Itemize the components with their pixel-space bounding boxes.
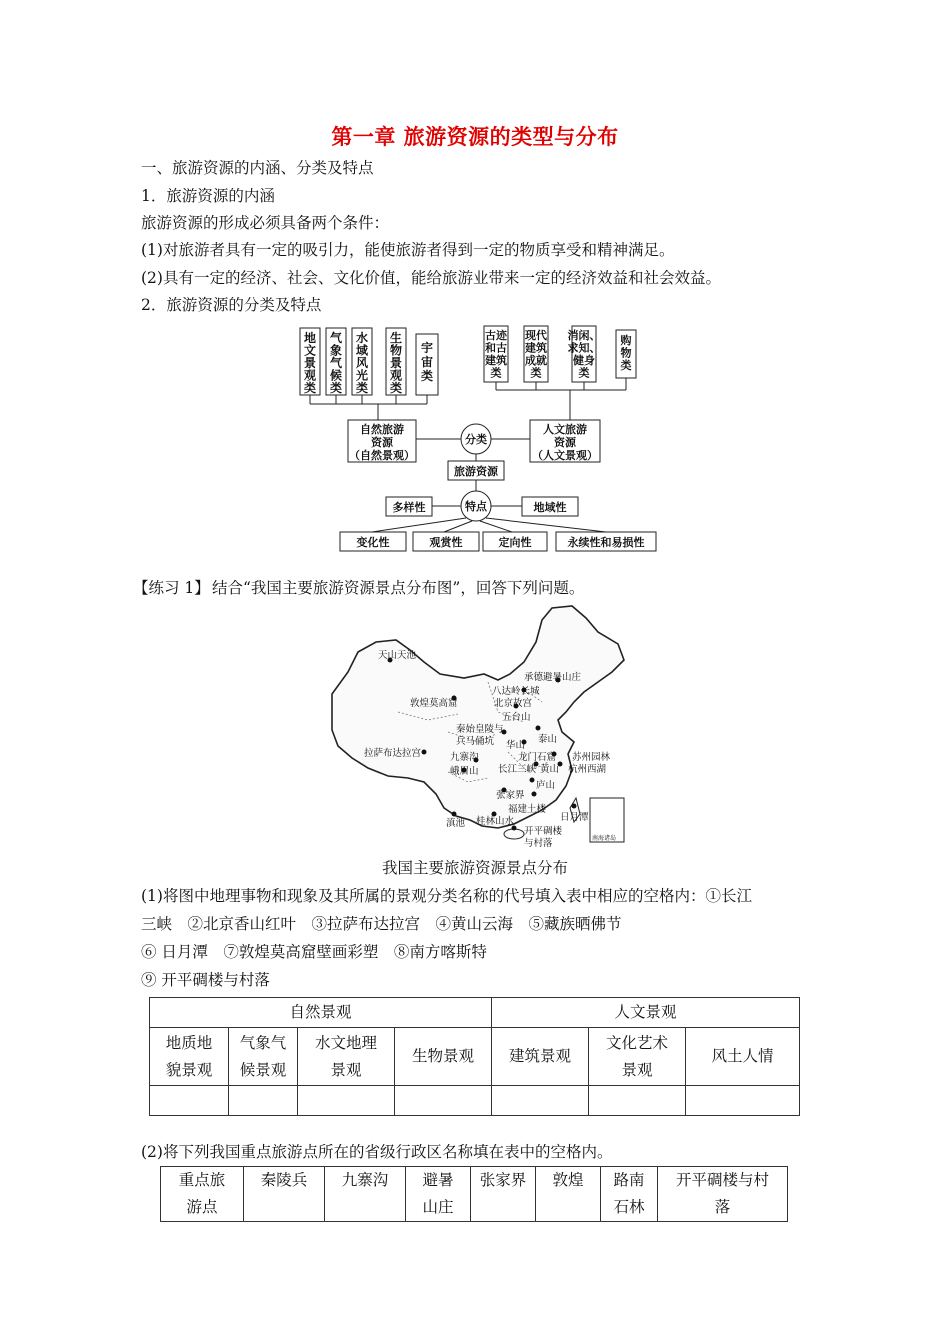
col-label: 水文地理 — [314, 1033, 377, 1052]
natural-type-char: 地 — [303, 331, 317, 345]
answer-cell[interactable] — [492, 1086, 589, 1116]
human-type-char: 建筑 — [485, 354, 507, 367]
human-type-char: 古迹 — [485, 329, 507, 342]
classification-diagram — [290, 322, 670, 554]
answer-cell[interactable] — [298, 1086, 395, 1116]
subsection-heading: 2．旅游资源的分类及特点 — [141, 296, 322, 314]
map-label: 日月潭 — [560, 812, 589, 823]
natural-type-char: 宇 — [420, 341, 434, 355]
map-label: 庐山 — [536, 780, 556, 791]
natural-type-char: 类 — [389, 381, 403, 395]
col-label: 气象气 — [239, 1033, 287, 1052]
trait-sustainability: 永续性和易损性 — [567, 536, 645, 549]
natural-type-char: 气 — [329, 356, 343, 370]
answer-cell[interactable] — [150, 1086, 229, 1116]
row-header: 重点旅 — [178, 1171, 226, 1189]
human-resource-box-line2: 资源 — [554, 436, 576, 449]
section-heading: 一、旅游资源的内涵、分类及特点 — [141, 159, 374, 177]
map-label: 杭州西湖 — [568, 764, 607, 775]
human-type-char: 和古 — [485, 341, 507, 355]
human-type-char: 求知、 — [567, 341, 601, 355]
human-type-char: 购 — [620, 334, 632, 347]
natural-type-char: 生 — [389, 331, 403, 345]
question-1-cont: ⑥ 日月潭 ⑦敦煌莫高窟壁画彩塑 ⑧南方喀斯特 — [141, 943, 487, 961]
natural-type-char: 风 — [355, 356, 369, 370]
map-label: 北京故宫 — [494, 698, 533, 709]
map-label: 敦煌莫高窟 — [410, 698, 458, 709]
trait-ornamental: 观赏性 — [429, 536, 463, 549]
site-label: 敦煌 — [552, 1171, 584, 1189]
natural-type-char: 象 — [329, 343, 343, 358]
map-label: 华山 — [506, 740, 526, 751]
human-type-char: 类 — [530, 366, 542, 380]
paragraph: (2)具有一定的经济、社会、文化价值，能给旅游业带来一定的经济效益和社会效益。 — [141, 269, 721, 287]
col-label: 景观 — [621, 1060, 653, 1079]
paragraph: (1)对旅游者具有一定的吸引力，能使旅游者得到一定的物质享受和精神满足。 — [141, 241, 675, 259]
question-1: (1)将图中地理事物和现象及其所属的景观分类名称的代号填入表中相应的空格内：①长江 — [141, 887, 752, 905]
human-type-char: 成就 — [525, 354, 547, 367]
col-label: 生物景观 — [411, 1047, 474, 1065]
natural-type-char: 宙 — [420, 355, 434, 369]
natural-type-char: 域 — [355, 343, 369, 358]
site-label: 开平碉楼与村 — [675, 1171, 769, 1189]
map-label: 兵马俑坑 — [456, 736, 495, 747]
map-label: 八达岭长城 — [492, 686, 540, 697]
human-type-char: 消闲、 — [567, 329, 601, 342]
natural-type-char: 观 — [389, 368, 403, 383]
classify-node: 分类 — [465, 433, 487, 446]
natural-type-char: 景 — [303, 356, 317, 370]
map-label: 张家界 — [496, 790, 525, 801]
tourism-resource-node: 旅游资源 — [454, 465, 498, 478]
human-type-char: 类 — [620, 359, 632, 372]
natural-resource-box: 自然旅游 — [360, 423, 404, 436]
map-label: 开平碉楼 — [524, 826, 563, 837]
natural-type-char: 类 — [355, 381, 369, 395]
col-label: 风土人情 — [711, 1047, 774, 1065]
row-header: 游点 — [186, 1198, 218, 1216]
human-type-char: 物 — [620, 346, 632, 360]
natural-resource-box-line3: （自然景观） — [349, 449, 415, 462]
site-label: 秦陵兵 — [260, 1171, 308, 1189]
china-tourism-map — [328, 602, 630, 848]
map-label: 九寨沟 — [450, 752, 479, 763]
map-label: 滇池 — [446, 818, 466, 829]
human-resource-box: 人文旅游 — [543, 423, 587, 436]
col-label: 地质地 — [165, 1033, 213, 1052]
province-table — [160, 1166, 788, 1222]
natural-type-char: 水 — [355, 331, 369, 345]
col-label: 景观 — [330, 1060, 362, 1079]
map-label: 黄山 — [540, 764, 560, 775]
map-label: 福建土楼 — [508, 804, 547, 815]
col-label: 貌景观 — [165, 1060, 213, 1079]
natural-type-char: 光 — [355, 368, 369, 383]
subsection-heading: 1．旅游资源的内涵 — [141, 187, 275, 205]
trait-diversity: 多样性 — [392, 501, 426, 514]
map-label: 秦始皇陵与 — [456, 724, 504, 735]
natural-resource-box-line2: 资源 — [371, 436, 393, 449]
question-2: (2)将下列我国重点旅游点所在的省级行政区名称填在表中的空格内。 — [141, 1143, 613, 1161]
map-label: 五台山 — [502, 712, 531, 723]
human-type-char: 类 — [578, 366, 590, 380]
natural-type-char: 景 — [389, 356, 403, 370]
trait-directional: 定向性 — [498, 536, 532, 549]
answer-cell[interactable] — [589, 1086, 686, 1116]
natural-type-char: 物 — [389, 343, 403, 358]
map-label: 天山天池 — [378, 650, 417, 661]
site-label: 避暑 — [422, 1171, 454, 1189]
answer-cell[interactable] — [229, 1086, 298, 1116]
map-caption: 我国主要旅游资源景点分布 — [381, 859, 568, 877]
natural-type-char: 类 — [303, 381, 317, 395]
table-header-natural: 自然景观 — [150, 998, 492, 1028]
human-type-char: 建筑 — [525, 341, 547, 355]
landscape-table — [149, 997, 800, 1116]
map-label: 龙门石窟 — [518, 752, 557, 763]
map-label: 南海诸岛 — [592, 835, 617, 842]
col-label: 候景观 — [239, 1060, 287, 1079]
map-label: 泰山 — [538, 734, 558, 745]
feature-node: 特点 — [465, 500, 487, 513]
site-label: 山庄 — [422, 1198, 454, 1216]
trait-regionality: 地域性 — [533, 501, 567, 514]
table-header-human: 人文景观 — [492, 998, 800, 1028]
question-1-cont: 三峡 ②北京香山红叶 ③拉萨布达拉宫 ④黄山云海 ⑤藏族晒佛节 — [141, 915, 622, 933]
human-type-char: 类 — [490, 366, 502, 380]
map-label: 拉萨布达拉宫 — [364, 748, 422, 759]
col-label: 文化艺术 — [605, 1033, 668, 1052]
map-label: 峨眉山 — [450, 766, 479, 777]
natural-type-char: 类 — [329, 381, 343, 395]
natural-type-char: 气 — [329, 331, 343, 345]
site-label: 落 — [714, 1198, 731, 1216]
exercise-label: 【练习 1】 — [133, 579, 210, 597]
answer-cell[interactable] — [395, 1086, 492, 1116]
trait-variability: 变化性 — [356, 536, 390, 549]
natural-type-char: 文 — [303, 343, 317, 358]
map-label: 桂林山水 — [476, 816, 515, 827]
human-type-char: 健身 — [573, 354, 595, 367]
site-label: 九寨沟 — [341, 1171, 389, 1189]
map-label: 长江三峡 — [498, 764, 537, 775]
natural-type-char: 候 — [329, 368, 343, 383]
site-label: 路南 — [613, 1171, 645, 1189]
human-type-char: 现代 — [525, 329, 547, 342]
page-title: 第一章 旅游资源的类型与分布 — [331, 125, 619, 149]
col-label: 建筑景观 — [508, 1047, 571, 1065]
map-label: 与村落 — [524, 838, 553, 848]
exercise-prompt: 结合“我国主要旅游资源景点分布图”，回答下列问题。 — [212, 579, 585, 597]
map-label: 苏州园林 — [572, 752, 611, 763]
human-resource-box-line3: （人文景观） — [532, 449, 598, 462]
natural-type-char: 观 — [303, 368, 317, 383]
site-label: 石林 — [613, 1198, 645, 1216]
answer-cell[interactable] — [686, 1086, 800, 1116]
site-label: 张家界 — [479, 1171, 527, 1189]
map-label: 承德避暑山庄 — [524, 672, 582, 683]
natural-type-char: 类 — [420, 369, 434, 383]
paragraph: 旅游资源的形成必须具备两个条件： — [141, 214, 390, 232]
question-1-cont: ⑨ 开平碉楼与村落 — [141, 971, 270, 989]
